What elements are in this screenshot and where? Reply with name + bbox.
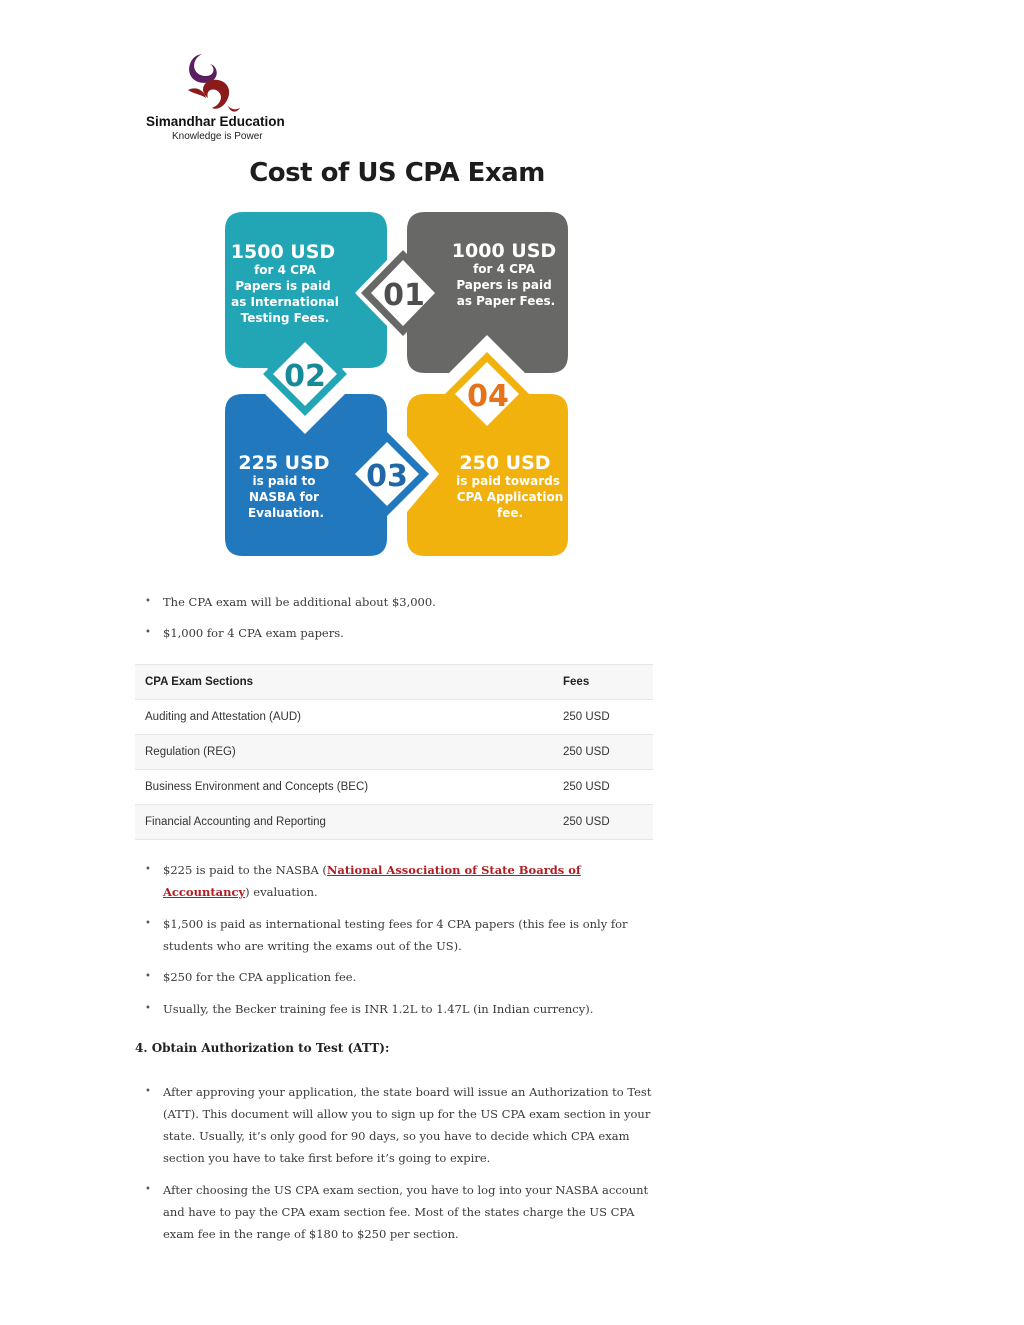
table-cell: 250 USD [553, 700, 653, 735]
tile-04-line-2: CPA Application [456, 490, 564, 504]
table-cell: 250 USD [553, 770, 653, 805]
badge-02-number: 02 [284, 359, 326, 394]
cost-infographic [225, 210, 570, 558]
table-row [135, 700, 653, 735]
list-item: • The CPA exam will be additional about $3,000. [145, 591, 657, 613]
tile-03-line-3: Evaluation. [247, 506, 325, 520]
list-item: • Usually, the Becker training fee is INR 1.2L to 1.47L (in Indian currency). [145, 998, 657, 1020]
section-heading: 4. Obtain Authorization to Test (ATT): [135, 1041, 390, 1055]
list-item [145, 859, 657, 903]
brand-logo [140, 48, 300, 148]
brand-name: Simandhar Education [146, 114, 285, 129]
badge-03-number: 03 [366, 459, 408, 494]
bullet-list-bottom [145, 1081, 657, 1255]
tile-03-amount: 225 USD [238, 452, 330, 474]
bullet-list-middle [145, 859, 657, 1029]
tile-01-line-2: Papers is paid [456, 278, 552, 292]
table-header-cell: CPA Exam Sections [135, 665, 553, 700]
tile-04-line-1: is paid towards [456, 474, 560, 488]
list-item: • $1,000 for 4 CPA exam papers. [145, 622, 657, 644]
tile-04-amount: 250 USD [459, 452, 551, 474]
badge-04-number: 04 [467, 379, 509, 414]
nasba-text-before: $225 is paid to the NASBA ( [163, 863, 327, 877]
brand-tagline: Knowledge is Power [172, 131, 263, 142]
tile-02-line-3: as International [231, 295, 339, 309]
table-header-cell: Fees [553, 665, 653, 700]
table-row [135, 805, 653, 840]
table-cell: 250 USD [553, 805, 653, 840]
table-row [135, 735, 653, 770]
list-item: • $250 for the CPA application fee. [145, 966, 657, 988]
nasba-text-after: ) evaluation. [245, 885, 318, 899]
table-cell: Business Environment and Concepts (BEC) [135, 770, 553, 805]
tile-02-amount: 1500 USD [230, 241, 336, 263]
tile-01-line-1: for 4 CPA [473, 262, 535, 276]
fees-table [135, 664, 653, 840]
tile-02-line-2: Papers is paid [235, 279, 331, 293]
infographic-title: Cost of US CPA Exam [249, 158, 545, 188]
simandhar-swirl-logo-icon [182, 50, 244, 114]
table-cell: Auditing and Attestation (AUD) [135, 700, 553, 735]
tile-02-line-4: Testing Fees. [240, 311, 330, 325]
list-item: • After choosing the US CPA exam section, you have to log into your NASBA account and have to pay the CPA exam section fee. Most of the states charge the US CPA exam fee in the range of $180 to $250 per section. [145, 1179, 657, 1245]
tile-01-amount: 1000 USD [451, 240, 557, 262]
tile-04-line-3: fee. [496, 506, 524, 520]
tile-03-line-1: is paid to [252, 474, 316, 488]
list-item: • After approving your application, the state board will issue an Authorization to Test (ATT). This document will allow you to sign up for the US CPA exam section in your state. Usually, it’s only good for 90 days, so you have to decide which CPA exam section you have to take first before it’s going to expire. [145, 1081, 657, 1169]
table-row [135, 770, 653, 805]
badge-01-number: 01 [383, 278, 425, 313]
tile-02-line-1: for 4 CPA [254, 263, 316, 277]
table-header-row [135, 665, 653, 700]
list-item: • $1,500 is paid as international testing fees for 4 CPA papers (this fee is only for students who are writing the exams out of the US). [145, 913, 657, 957]
tile-01-line-3: as Paper Fees. [456, 294, 556, 308]
table-cell: Regulation (REG) [135, 735, 553, 770]
tile-03-line-2: NASBA for [249, 490, 319, 504]
table-cell: 250 USD [553, 735, 653, 770]
nasba-link[interactable]: National Association of State Boards of Accountancy [163, 863, 581, 899]
table-cell: Financial Accounting and Reporting [135, 805, 553, 840]
bullet-list-top [145, 591, 657, 653]
